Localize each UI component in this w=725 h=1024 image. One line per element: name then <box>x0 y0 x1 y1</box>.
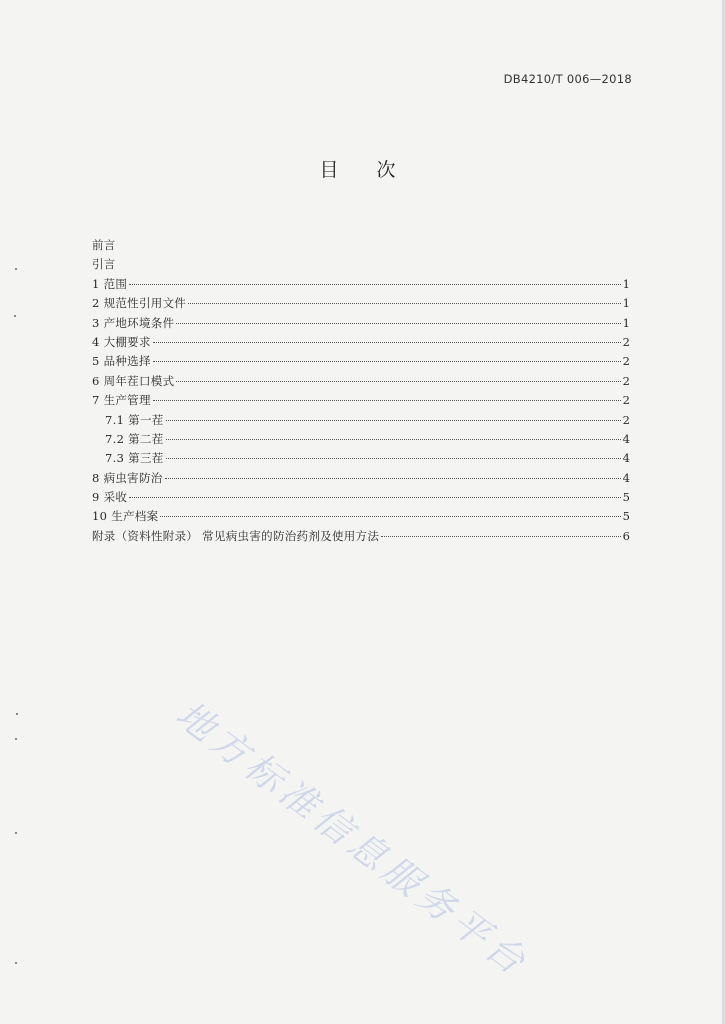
toc-leader-dots <box>176 322 620 324</box>
toc-entry[interactable] <box>92 352 630 371</box>
toc-entry[interactable] <box>92 507 630 526</box>
toc-entry-page: 4 <box>622 431 630 446</box>
toc-entry[interactable] <box>92 527 630 546</box>
toc-entry[interactable] <box>92 411 630 430</box>
toc-entry[interactable] <box>92 430 630 449</box>
scan-speck <box>15 268 17 270</box>
toc-entry-page: 2 <box>622 412 630 427</box>
toc-entry-page: 4 <box>622 451 630 466</box>
toc-entry-page: 1 <box>622 276 630 291</box>
toc-leader-dots <box>381 535 621 537</box>
toc-leader-dots <box>153 341 621 343</box>
toc-entry[interactable] <box>92 391 630 410</box>
toc-entry-page: 1 <box>622 296 630 311</box>
toc-entry-label: 7.1 第一茬 <box>105 412 164 427</box>
scan-speck <box>15 832 17 834</box>
toc-leader-dots <box>166 419 621 421</box>
table-of-contents <box>92 236 630 546</box>
toc-entry-label: 5 品种选择 <box>92 354 151 369</box>
toc-entry-label: 8 病虫害防治 <box>92 470 163 485</box>
toc-entry-page: 5 <box>622 490 630 505</box>
toc-entry[interactable] <box>92 275 630 294</box>
page-title: 目 次 <box>319 159 412 181</box>
toc-entry-label: 9 采收 <box>92 490 128 505</box>
toc-leader-dots <box>129 283 621 285</box>
toc-entry-page: 2 <box>622 354 630 369</box>
watermark: 地方标准信息服务平台 <box>167 692 538 986</box>
toc-leader-dots <box>166 438 621 440</box>
scan-speck <box>16 713 18 715</box>
toc-entry[interactable] <box>92 372 630 391</box>
toc-entry-label: 7 生产管理 <box>92 393 151 408</box>
toc-entry-page: 6 <box>622 528 630 543</box>
toc-entry[interactable] <box>92 449 630 468</box>
toc-entry[interactable] <box>92 469 630 488</box>
toc-leader-dots <box>188 302 621 304</box>
toc-entry-label: 2 规范性引用文件 <box>92 296 187 311</box>
toc-entry[interactable] <box>92 333 630 352</box>
toc-entry-page: 4 <box>622 470 630 485</box>
toc-leader-dots <box>153 399 621 401</box>
scan-speck <box>15 962 17 964</box>
toc-entry-label: 10 生产档案 <box>92 509 159 524</box>
toc-leader-dots <box>165 477 621 479</box>
toc-entry-label: 7.3 第三茬 <box>105 451 164 466</box>
toc-entry-label: 4 大棚要求 <box>92 334 151 349</box>
scan-speck <box>15 738 17 740</box>
toc-entry-label: 引言 <box>92 257 116 272</box>
toc-leader-dots <box>153 360 621 362</box>
toc-entry-label: 3 产地环境条件 <box>92 315 175 330</box>
toc-entry[interactable] <box>92 488 630 507</box>
toc-entry-page: 5 <box>622 509 630 524</box>
toc-entry[interactable] <box>92 236 630 255</box>
toc-entry-page: 2 <box>622 373 630 388</box>
toc-entry[interactable] <box>92 255 630 274</box>
toc-entry-page: 2 <box>622 393 630 408</box>
toc-entry-page: 1 <box>622 315 630 330</box>
toc-leader-dots <box>160 515 620 517</box>
toc-entry-page: 2 <box>622 334 630 349</box>
toc-entry-label: 前言 <box>92 238 116 252</box>
toc-leader-dots <box>176 380 620 382</box>
toc-entry[interactable] <box>92 294 630 313</box>
standard-code: DB4210/T 006—2018 <box>503 72 632 86</box>
toc-entry-label: 7.2 第二茬 <box>105 431 164 446</box>
toc-entry-label: 1 范围 <box>92 276 128 291</box>
scan-speck <box>14 315 16 317</box>
toc-leader-dots <box>129 496 621 498</box>
toc-entry[interactable] <box>92 314 630 333</box>
toc-entry-label: 附录（资料性附录） 常见病虫害的防治药剂及使用方法 <box>92 528 380 543</box>
toc-leader-dots <box>166 457 621 459</box>
toc-entry-label: 6 周年茬口模式 <box>92 373 175 388</box>
